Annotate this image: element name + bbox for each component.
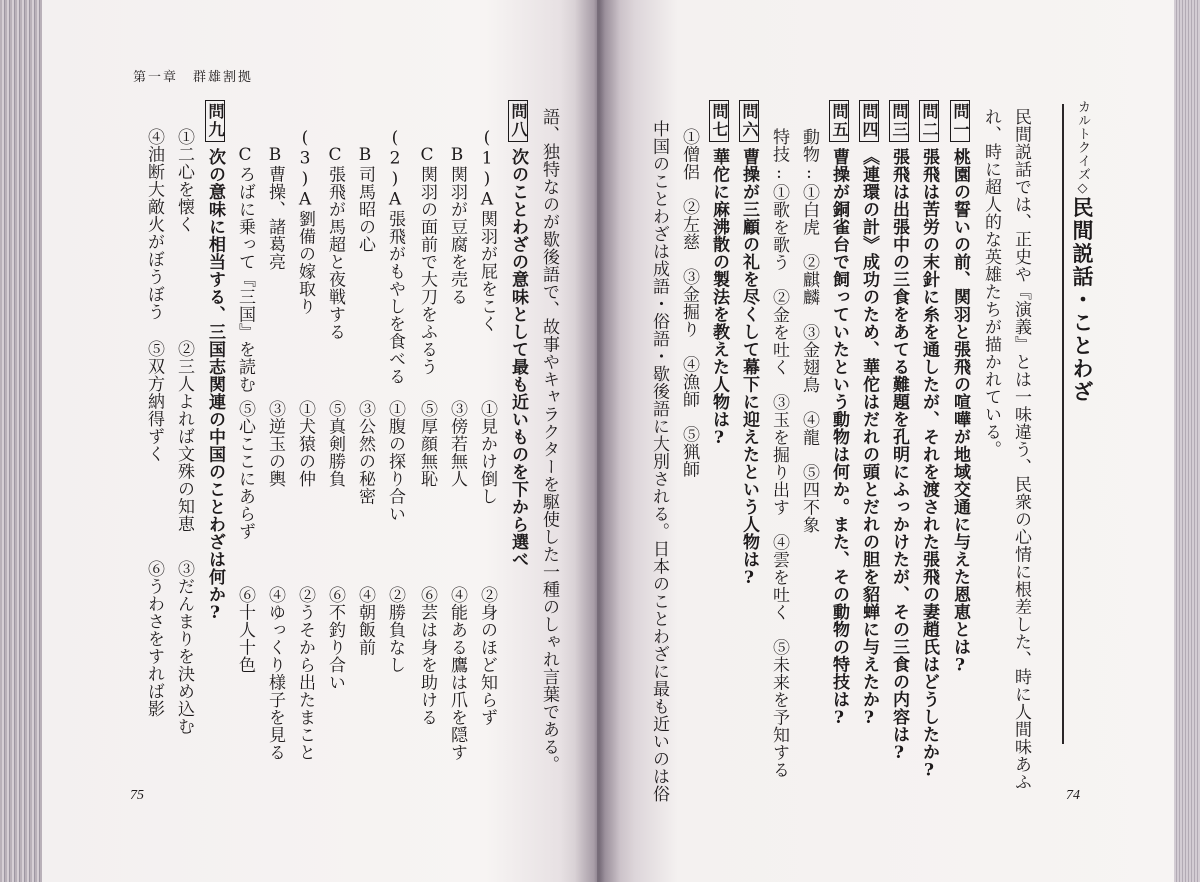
q8-item-3-label: C関羽の面前で大刀をふるう	[417, 145, 437, 376]
q8-item-3-opt-a: ⑤厚顔無恥	[417, 400, 437, 488]
q8-item-5-opt-a: ③公然の秘密	[355, 400, 375, 505]
q8-intro: 語、独特なのが歇後語で、故事やキャラクターを駆使した一種のしゃれ言葉である。	[539, 108, 559, 773]
q8-item-5-label: B司馬昭の心	[355, 145, 375, 253]
question-1-tag: 問一	[950, 100, 970, 142]
q8-item-4-opt-a: ①腹の探り合い	[385, 400, 405, 523]
q8-item-2-label: B関羽が豆腐を売る	[447, 145, 467, 306]
q8-item-8-opt-a: ③逆玉の輿	[265, 400, 285, 488]
q5-skills: 特技:①歌を歌う ②金を吐く ③玉を掘り出す ④雲を吐く ⑤未来を予知する	[769, 128, 789, 779]
q7-options: ①僧侶 ②左慈 ③金掘り ④漁師 ⑤猟師	[679, 128, 699, 478]
q5-animals: 動物:①白虎 ②麒麟 ③金翅鳥 ④龍 ⑤四不象	[799, 128, 819, 534]
q8-item-1-label: (1)A関羽が屁をこく	[477, 128, 497, 333]
q9-item-2-c: ⑥うわさをすれば影	[144, 560, 164, 718]
question-2-text: 張飛は苦労の末針に糸を通したが、それを渡された張飛の妻趙氏はどうしたか?	[919, 148, 939, 781]
question-8	[508, 100, 528, 568]
q8-item-7-label: (3)A劉備の嫁取り	[295, 128, 315, 315]
question-4	[859, 100, 879, 729]
q8-item-4-label: (2)A張飛がもやしを食べる	[385, 128, 405, 385]
q9-item-1-b: ②三人よれば文殊の知恵	[174, 340, 194, 533]
question-9-tag: 問九	[205, 100, 225, 142]
intro-line-1: 民間説話では、正史や『演義』とは一味違う、民衆の心情に根差した、時に人間味あふ	[1011, 108, 1031, 791]
title-big: 民間説話・ことわざ	[1070, 196, 1095, 404]
question-6-tag: 問六	[739, 100, 759, 142]
title-small: カルトクイズ◇	[1075, 100, 1090, 197]
section-title	[1072, 100, 1093, 404]
q8-item-9-opt-b: ⑥十人十色	[235, 586, 255, 674]
q8-item-6-opt-b: ⑥不釣り合い	[325, 586, 345, 691]
outro-line: 中国のことわざは成語・俗語・歇後語に大別される。日本のことわざに最も近いのは俗	[649, 120, 669, 803]
running-head: 第一章 群雄割拠	[133, 70, 254, 85]
question-5-tag: 問五	[829, 100, 849, 142]
question-4-text: 《連環の計》成功のため、華佗はだれの頭とだれの胆を貂蝉に与えたか?	[859, 148, 879, 729]
page-edges-right	[1174, 0, 1200, 882]
question-4-tag: 問四	[859, 100, 879, 142]
question-6-text: 曹操が三顧の礼を尽くして幕下に迎えたという人物は?	[739, 148, 759, 589]
question-1-text: 桃園の誓いの前、関羽と張飛の喧嘩が地域交通に与えた恩恵とは?	[950, 148, 970, 676]
q8-item-7-opt-b: ②うそから出たまこと	[295, 586, 315, 761]
question-5-text: 曹操が銅雀台で飼っていたという動物は何か。また、その動物の特技は?	[829, 148, 849, 729]
question-1	[950, 100, 970, 676]
question-8-tag: 問八	[508, 100, 528, 142]
question-7-text: 華佗に麻沸散の製法を教えた人物は?	[709, 148, 729, 449]
q9-item-1-c: ③だんまりを決め込む	[174, 560, 194, 735]
q8-item-6-opt-a: ⑤真剣勝負	[325, 400, 345, 488]
question-7	[709, 100, 729, 449]
question-6	[739, 100, 759, 589]
q8-item-5-opt-b: ④朝飯前	[355, 586, 375, 656]
q8-item-1-opt-a: ①見かけ倒し	[477, 400, 497, 505]
question-8-text: 次のことわざの意味として最も近いものを下から選べ	[508, 148, 528, 568]
q8-item-9-opt-a: ⑤心ここにあらず	[235, 400, 255, 540]
question-2	[919, 100, 939, 781]
question-2-tag: 問二	[919, 100, 939, 142]
question-5	[829, 100, 849, 729]
question-9-text: 次の意味に相当する、三国志関連の中国のことわざは何か?	[205, 148, 225, 624]
q8-item-8-label: B曹操、諸葛亮	[265, 145, 285, 271]
q8-item-1-opt-b: ②身のほど知らず	[477, 586, 497, 726]
q8-item-6-label: C張飛が馬超と夜戦する	[325, 145, 345, 341]
question-7-tag: 問七	[709, 100, 729, 142]
q9-item-2-b: ⑤双方納得ずく	[144, 340, 164, 463]
q8-item-4-opt-b: ②勝負なし	[385, 586, 405, 674]
q8-item-3-opt-b: ⑥芸は身を助ける	[417, 586, 437, 726]
q8-item-7-opt-a: ①犬猿の仲	[295, 400, 315, 488]
intro-line-2: れ、時に超人的な英雄たちが描かれている。	[981, 108, 1001, 458]
q8-item-2-opt-a: ③傍若無人	[447, 400, 467, 488]
q8-item-9-label: Cろばに乗って『三国』を読む	[235, 145, 255, 393]
q9-item-2-a: ④油断大敵火がぼうぼう	[144, 128, 164, 321]
q8-item-8-opt-b: ④ゆっくり様子を見る	[265, 586, 285, 761]
title-rule	[1062, 104, 1064, 744]
page-edges-left	[0, 0, 42, 882]
question-3-text: 張飛は出張中の三食をあてる難題を孔明にふっかけたが、その三食の内容は?	[889, 148, 909, 764]
question-3-tag: 問三	[889, 100, 909, 142]
q9-item-1-a: ①二心を懐く	[174, 128, 194, 233]
question-3	[889, 100, 909, 764]
question-9	[205, 100, 225, 624]
q8-item-2-opt-b: ④能ある鷹は爪を隠す	[447, 586, 467, 761]
page-number-left: 75	[130, 788, 144, 803]
gutter-shadow	[560, 0, 635, 882]
page-number-right: 74	[1066, 788, 1080, 803]
